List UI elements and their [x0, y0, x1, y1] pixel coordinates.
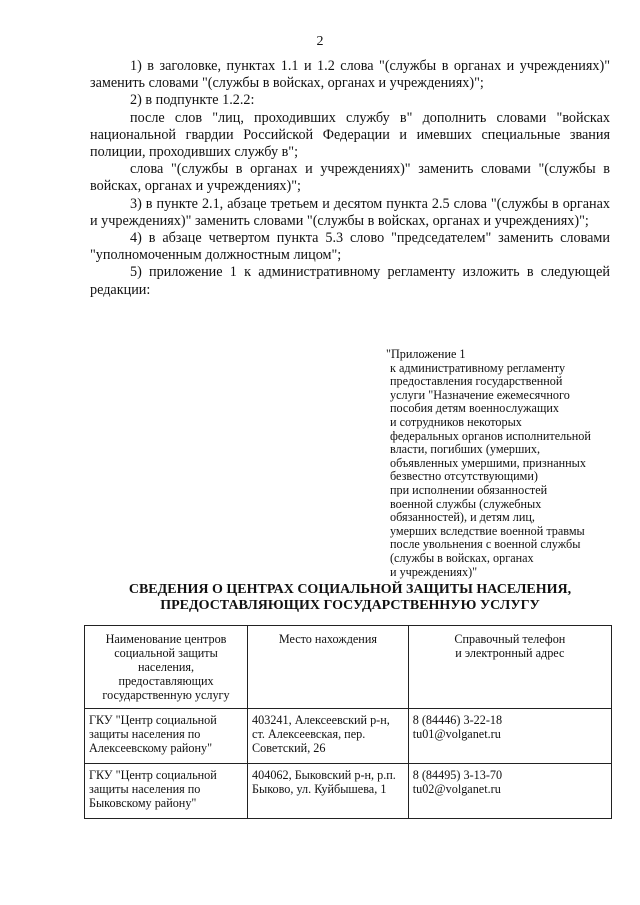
- appendix-line: "Приложение 1: [386, 347, 466, 361]
- cell-contacts: 8 (84495) 3-13-70 tu02@volganet.ru: [408, 764, 611, 819]
- amendment-text: [90, 58, 610, 299]
- table-header-row: [85, 626, 612, 709]
- appendix-line: (службы в войсках, органах: [390, 550, 534, 565]
- appendix-line: после увольнения с военной службы: [390, 537, 581, 552]
- paragraph-2: 2) в подпункте 1.2.2:: [130, 92, 255, 109]
- paragraph-5: 3) в пункте 2.1, абзаце третьем и десятом пункта 2.5 слова "(службы в органах и учреждениях)" заменить словами "(службы в войсках, органах и учреждениях)";: [90, 195, 610, 229]
- header-location: Место нахождения: [248, 626, 409, 709]
- appendix-line: и сотрудников некоторых: [390, 414, 522, 429]
- appendix-line: при исполнении обязанностей: [390, 482, 548, 497]
- appendix-line: пособия детям военнослужащих: [390, 401, 559, 416]
- header-contacts: Справочный телефон и электронный адрес: [408, 626, 611, 709]
- page-number: 2: [316, 34, 324, 49]
- appendix-line: военной службы (служебных: [390, 496, 542, 511]
- cell-center-name: ГКУ "Центр социальной защиты населения по Быковскому району": [85, 764, 248, 819]
- appendix-line: обязанностей), и детям лиц,: [390, 510, 535, 525]
- header-center-name: Наименование центров социальной защиты населения, предоставляющих государственную услугу: [85, 626, 248, 709]
- cell-location: 404062, Быковский р-н, р.п. Быково, ул. Куйбышева, 1: [248, 764, 409, 819]
- appendix-line: власти, погибших (умерших,: [390, 442, 541, 457]
- appendix-header: [386, 347, 620, 579]
- centers-table: [84, 625, 612, 819]
- cell-contacts: 8 (84446) 3-22-18 tu01@volganet.ru: [408, 709, 611, 764]
- table-row: [85, 764, 612, 819]
- appendix-line: федеральных органов исполнительной: [390, 428, 591, 443]
- appendix-line: услуги "Назначение ежемесячного: [390, 387, 570, 402]
- appendix-line: умерших вследствие военной травмы: [390, 523, 585, 538]
- paragraph-6: 4) в абзаце четвертом пункта 5.3 слово "председателем" заменить словами "уполномоченным должностным лицом";: [90, 230, 610, 264]
- paragraph-1: 1) в заголовке, пунктах 1.1 и 1.2 слова "(службы в органах и учреждениях)" заменить словами "(службы в войсках, органах и учреждениях)";: [90, 58, 610, 92]
- paragraph-4: слова "(службы в органах и учреждениях)" заменить словами "(службы в войсках, органах и учреждениях)";: [90, 161, 610, 195]
- appendix-line: объявленных умершими, признанных: [390, 455, 586, 470]
- appendix-line: и учреждениях)": [390, 564, 478, 579]
- paragraph-3: после слов "лиц, проходивших службу в" дополнить словами "войсках национальной гвардии Российской Федерации и имевших специальные звания полиции, проходивших службу в";: [90, 109, 610, 161]
- heading-line-1: СВЕДЕНИЯ О ЦЕНТРАХ СОЦИАЛЬНОЙ ЗАЩИТЫ НАСЕЛЕНИЯ,: [128, 582, 572, 597]
- appendix-line: безвестно отсутствующими): [390, 469, 538, 484]
- cell-center-name: ГКУ "Центр социальной защиты населения по Алексеевскому району": [85, 709, 248, 764]
- table-row: [85, 709, 612, 764]
- cell-location: 403241, Алексеевский р-н, ст. Алексеевская, пер. Советский, 26: [248, 709, 409, 764]
- appendix-line: предоставления государственной: [390, 374, 563, 389]
- appendix-line: к административному регламенту: [390, 360, 566, 375]
- paragraph-7: 5) приложение 1 к административному регламенту изложить в следующей редакции:: [90, 264, 610, 298]
- section-heading: [90, 582, 610, 614]
- heading-line-2: ПРЕДОСТАВЛЯЮЩИХ ГОСУДАРСТВЕННУЮ УСЛУГУ: [160, 598, 540, 613]
